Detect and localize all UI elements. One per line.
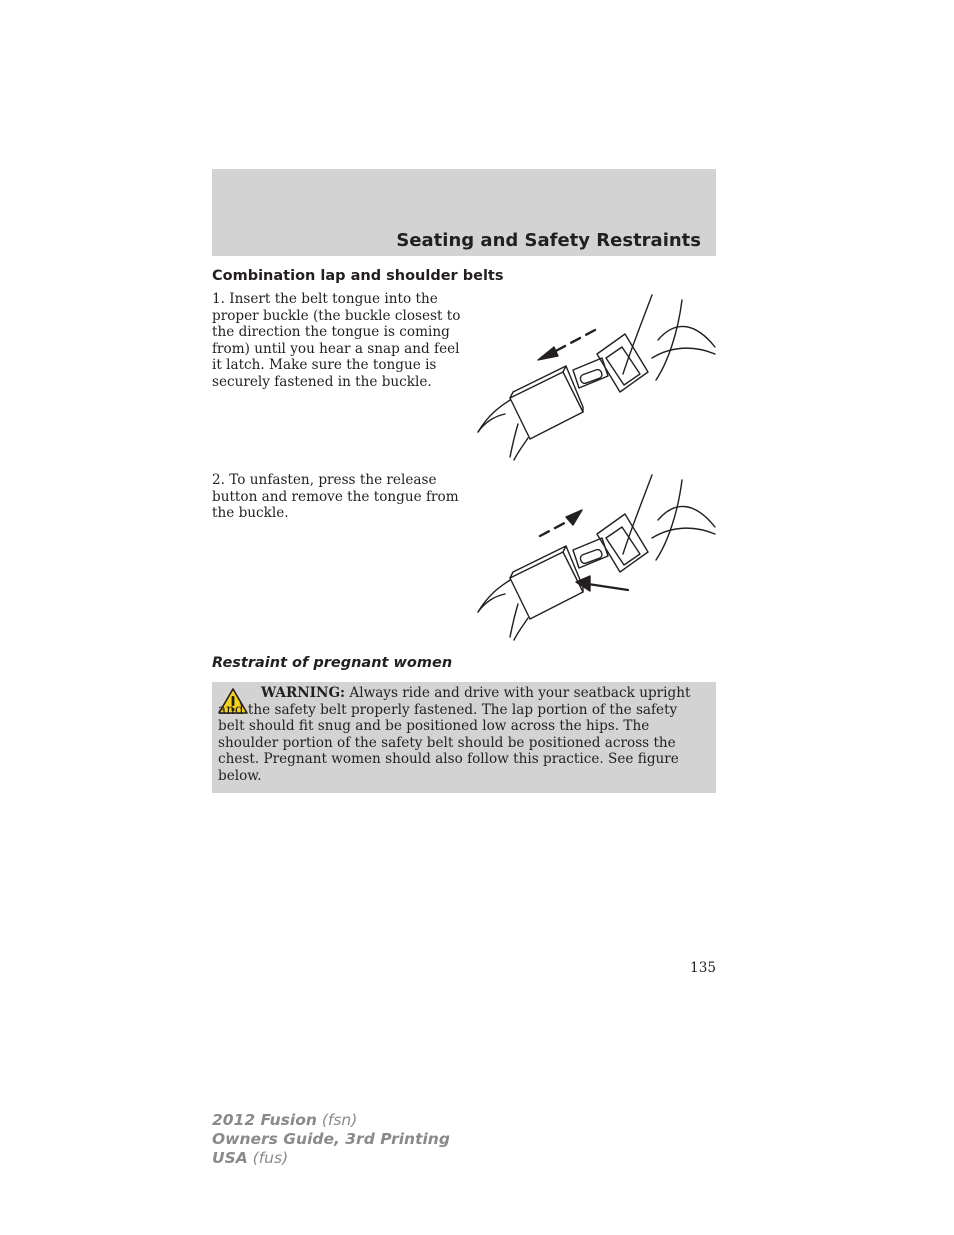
step-2-text: 2. To unfasten, press the release button and remove the tongue from the buckle. — [212, 472, 459, 521]
footer-model-code: (fsn) — [316, 1111, 358, 1129]
warning-body: Always ride and drive with your seatback upright and the safety belt properly fastened. The lap portion of the safety belt should fit snug and be positioned low across the hips. The shoulder portion of the safety belt should be positioned across the chest. Pregnant women should also follow this practice. See figure below. — [218, 685, 691, 784]
footer-market-code: (fus) — [247, 1149, 289, 1167]
buckle-fasten-illustration — [470, 292, 720, 462]
footer-line-3 — [212, 1149, 450, 1168]
subheading-lap-shoulder-belts: Combination lap and shoulder belts — [212, 268, 504, 284]
footer-market: USA — [212, 1149, 248, 1167]
warning-text — [218, 685, 708, 784]
document-footer — [212, 1111, 450, 1168]
footer-guide-edition: Owners Guide, 3rd Printing — [212, 1130, 450, 1148]
warning-box — [212, 682, 716, 793]
footer-model: 2012 Fusion — [212, 1111, 317, 1129]
section-title: Seating and Safety Restraints — [396, 230, 701, 251]
footer-line-2 — [212, 1130, 450, 1149]
subheading-pregnant-women: Restraint of pregnant women — [212, 655, 453, 671]
step-1-text: 1. Insert the belt tongue into the proper buckle (the buckle closest to the direction the tongue is coming from) until you hear a snap and feel it latch. Make sure the tongue is securely fastened in the buckle. — [212, 291, 461, 390]
warning-label: WARNING: — [261, 685, 346, 701]
footer-line-1 — [212, 1111, 450, 1130]
section-header-band — [212, 169, 716, 256]
page-number: 135 — [690, 960, 716, 976]
buckle-release-illustration — [470, 472, 720, 642]
